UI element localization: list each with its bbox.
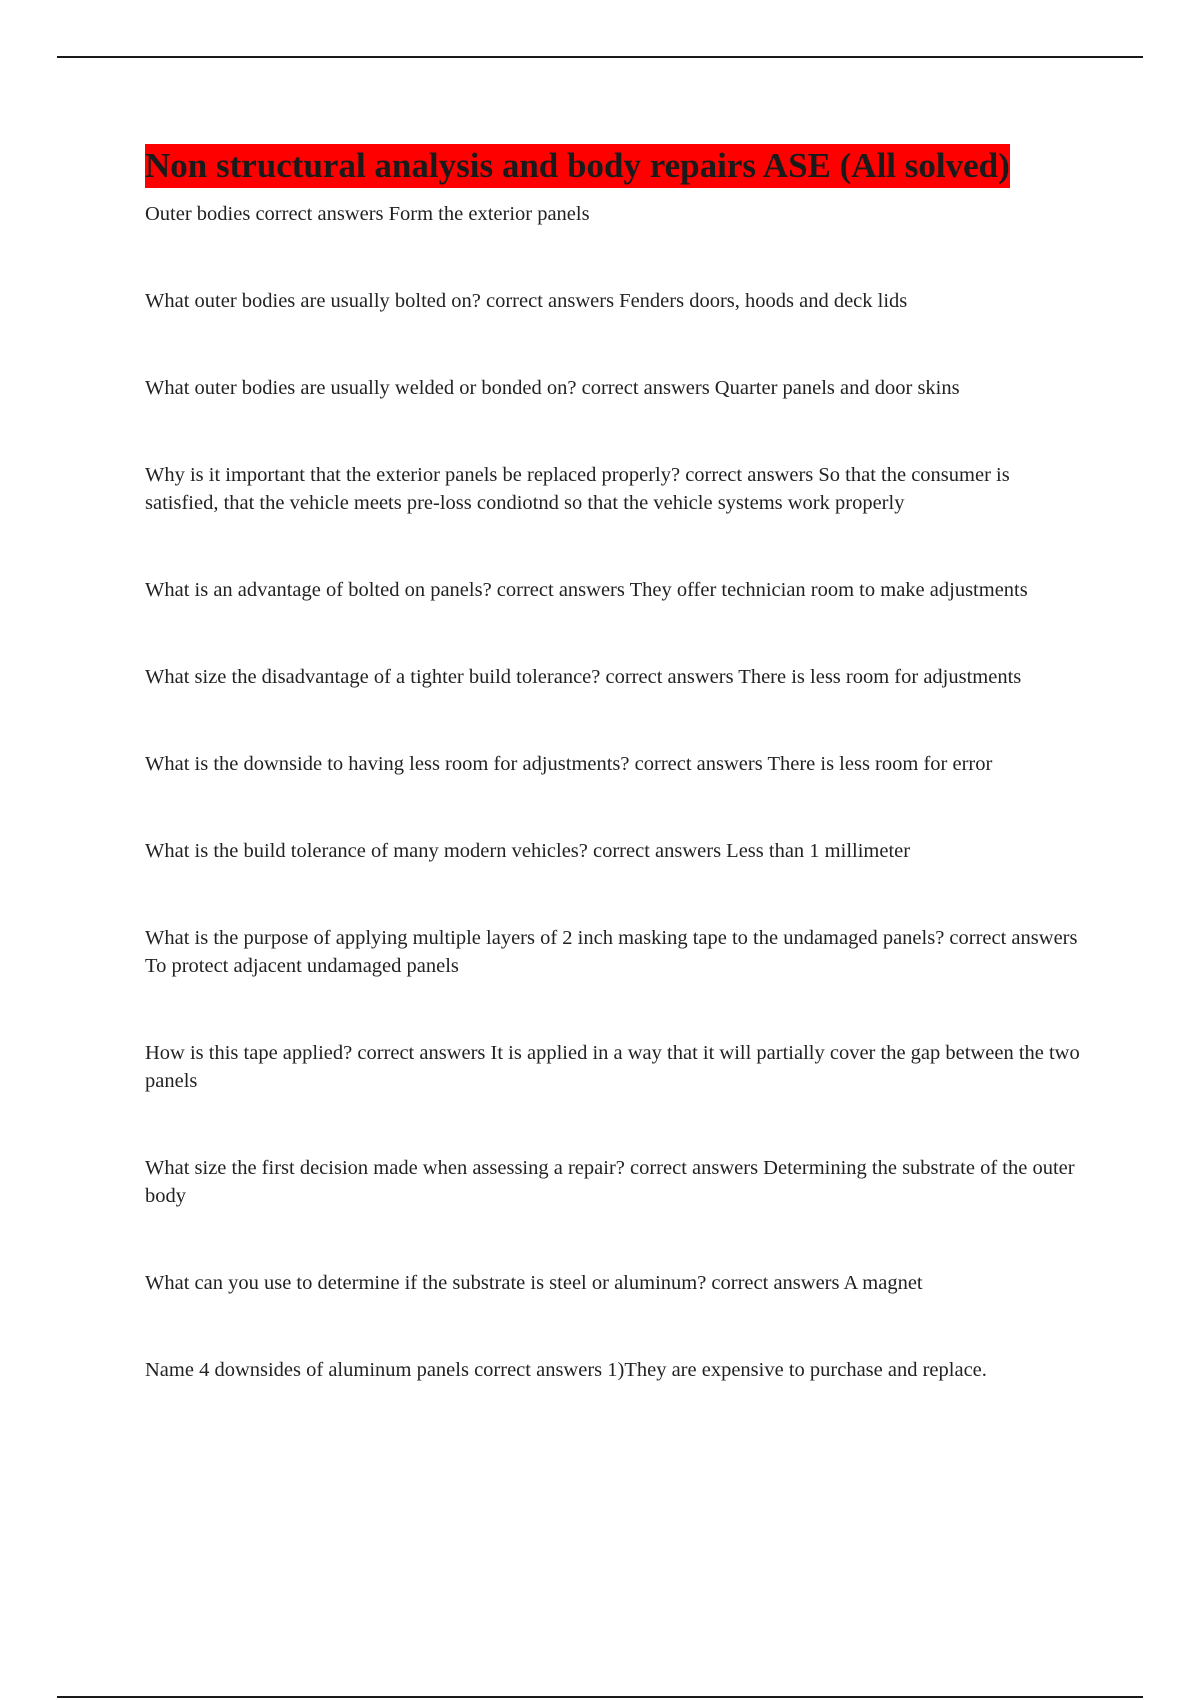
qa-item-5: What is an advantage of bolted on panels? correct answers They offer technician room to make adjustments xyxy=(145,579,1028,601)
qa-item-7: What is the downside to having less room for adjustments? correct answers There is less room for error xyxy=(145,753,993,775)
qa-item-8: What is the build tolerance of many modern vehicles? correct answers Less than 1 millimeter xyxy=(145,840,911,862)
qa-item-3: What outer bodies are usually welded or bonded on? correct answers Quarter panels and door skins xyxy=(145,377,960,399)
qa-item-11: What size the first decision made when assessing a repair? correct answers Determining the substrate of the outer body xyxy=(145,1157,1075,1207)
qa-item-4: Why is it important that the exterior panels be replaced properly? correct answers So that the consumer is satisfied, that the vehicle meets pre-loss condiotnd so that the vehicle systems work properly xyxy=(145,464,1010,514)
qa-item-12: What can you use to determine if the substrate is steel or aluminum? correct answers A magnet xyxy=(145,1272,923,1294)
qa-item-2: What outer bodies are usually bolted on? correct answers Fenders doors, hoods and deck lids xyxy=(145,290,908,312)
document-body xyxy=(145,144,1085,1384)
qa-item-10: How is this tape applied? correct answers It is applied in a way that it will partially cover the gap between the two panels xyxy=(145,1042,1080,1092)
qa-item-6: What size the disadvantage of a tighter build tolerance? correct answers There is less room for adjustments xyxy=(145,666,1022,688)
top-rule xyxy=(57,56,1143,58)
document-title: Non structural analysis and body repairs ASE (All solved) xyxy=(145,144,1010,188)
bottom-rule xyxy=(57,1696,1143,1698)
qa-item-1: Outer bodies correct answers Form the exterior panels xyxy=(145,203,590,225)
qa-item-9: What is the purpose of applying multiple layers of 2 inch masking tape to the undamaged panels? correct answers To protect adjacent undamaged panels xyxy=(145,927,1078,977)
qa-item-13: Name 4 downsides of aluminum panels correct answers 1)They are expensive to purchase and replace. xyxy=(145,1359,987,1381)
